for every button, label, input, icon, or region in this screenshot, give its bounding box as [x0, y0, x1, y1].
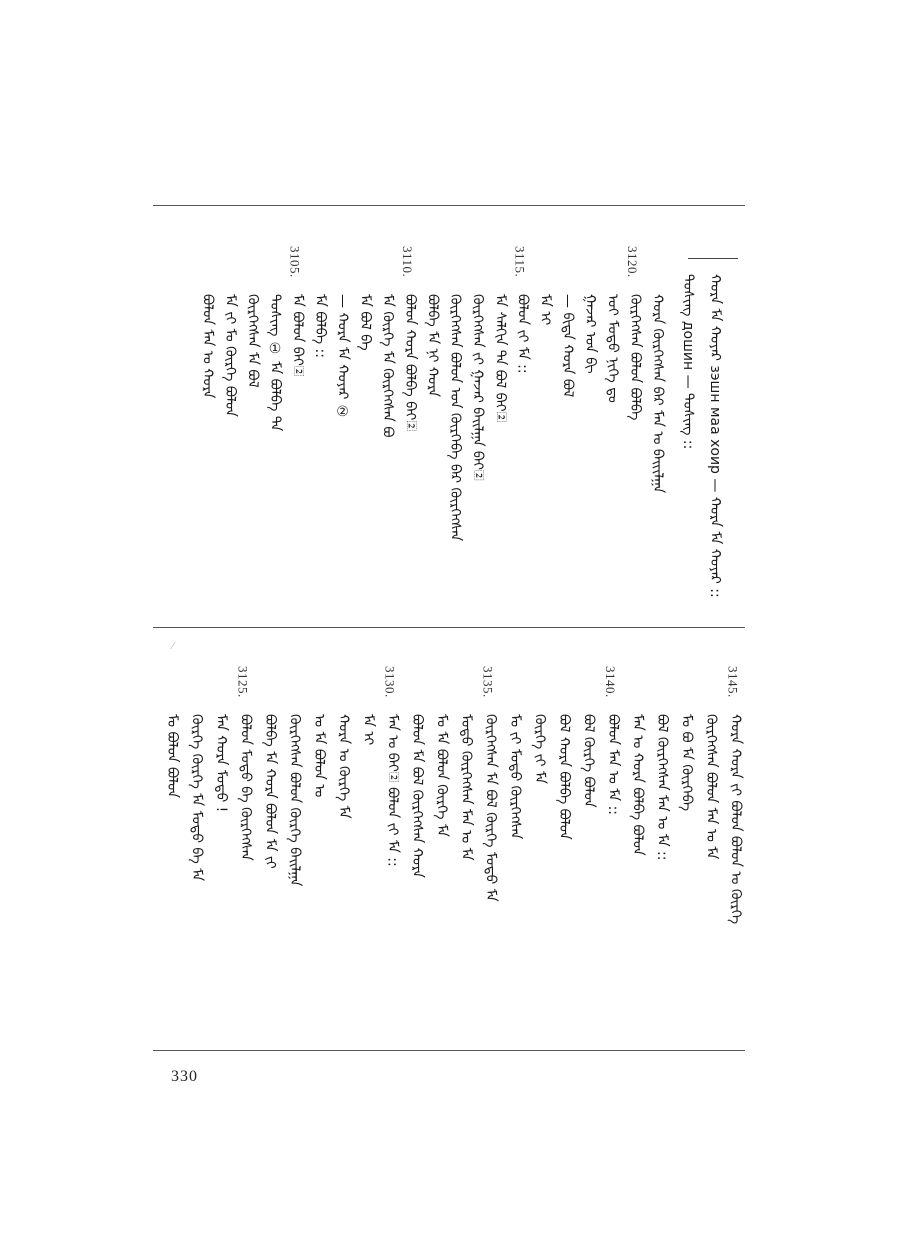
verse-line [195, 246, 218, 606]
verse-line [453, 666, 478, 1036]
verse-line [600, 246, 623, 606]
verse-text: ᠮᠠ ᠢ [360, 714, 376, 746]
verse-text: ᠤ ᠮᠠ ᠪᠣᠯᠣᠨ ᠤ [311, 714, 327, 798]
verse-line [649, 666, 674, 1036]
line-number: 3125. [235, 666, 251, 698]
footnote-item [702, 274, 729, 598]
verse-text: ᠮᠠ ᠬᠦᠷᠬᠡ ᠮᠠ ᠬᠦᠷᠬᠡᠭᠰᠡᠨ ᠪᠣ [379, 294, 396, 438]
verse-line [577, 246, 600, 606]
verse-text: — ᠬᠤᠷᠠ ᠮᠠ ᠬᠣᠶᠠᠷ ② [334, 294, 351, 420]
verse-text: ᠪᠣᠯᠪᠠ ᠮᠠ ᠨᠢ ᠬᠤᠷᠠ [424, 294, 441, 397]
verse-line [551, 666, 576, 1036]
verse-text: ᠮᠣ ᠵᠢ ᠮᠣᠳᠣ ᠬᠦᠷᠬᠡᠭᠰᠡᠨ [507, 714, 523, 840]
verse-text: ᠮᠠᠨ ᠤ ᠬᠤᠷᠠ ᠪᠣᠯᠪᠠ ᠪᠣᠯᠣᠨ [629, 714, 646, 856]
footnote-separator [688, 258, 738, 259]
verse-line [645, 246, 668, 606]
verse-text: ᠬᠦᠷᠬᠡᠭᠰᠡᠨ ᠪᠣᠯᠣᠨ ᠤᠨ ᠬᠦᠷᠬᠡᠪᠡ ᠪᠡᠷ ᠬᠦᠷᠬᠡᠭᠰᠡᠨ [447, 294, 463, 542]
verse-text: ᠮᠣ ᠮᠠ ᠪᠣᠯᠣᠨ ᠬᠦᠷᠬᠡ ᠮᠠ [433, 714, 450, 837]
footnote-item [675, 274, 702, 594]
line-number: 3120. [625, 246, 640, 278]
line-number: 3135. [480, 666, 496, 698]
verse-line [233, 666, 258, 1036]
line-number: 3140. [603, 666, 618, 698]
verse-text: ᠮᠠ ᠪᠣᠯᠪᠠ :: [312, 294, 328, 358]
verse-text: ᠪᠣᠯᠪᠠ ᠮᠠ ᠬᠤᠷᠠ ᠪᠣᠯᠣᠨ ᠮᠠ ᠵᠢ [262, 714, 278, 869]
footnote-1-text: ᠳᠣᠰᠢᠩ дошин — ᠳᠣᠰᠢᠩ :: [680, 274, 696, 450]
verse-text: ᠬᠦᠷᠬᠡᠭᠰᠡᠨ ᠮᠠ ᠪᠣᠯ [244, 294, 261, 388]
verse-line [352, 246, 375, 606]
verse-text: ᠬᠤᠷᠠ ᠬᠦᠷᠬᠡᠭᠰᠡᠨ ᠪᠡᠷ ᠮᠠᠨ ᠤ ᠪᠠᠢᠢᠯᠭᠠ [649, 294, 666, 494]
verse-text: ᠬᠦᠷᠬᠡ ᠵᠢ ᠮᠠ [531, 714, 548, 784]
verse-text: — ᠪᠢᠳᠡ ᠬᠤᠷᠠ ᠪᠣᠯ [559, 294, 576, 398]
verse-line [285, 246, 308, 606]
line-number: 3145. [725, 666, 741, 698]
verse-line [404, 666, 429, 1036]
verse-line [307, 246, 330, 606]
verse-line [397, 246, 420, 606]
verse-text: ᠪᠣᠯᠣᠨ ᠮᠠᠨ ᠤ ᠮᠠ :: [605, 714, 621, 816]
verse-line [555, 246, 578, 606]
line-number: 3130. [382, 666, 398, 698]
verse-line [330, 246, 353, 606]
verse-text: ᠪᠣᠯᠣᠨ ᠮᠠᠨ ᠤ ᠬᠤᠷᠠ [199, 294, 216, 399]
verse-line [217, 246, 240, 606]
verse-line [510, 246, 533, 606]
verse-line [622, 246, 645, 606]
verse-text: ᠮᠠ ᠵᠢ ᠮᠣ ᠬᠦᠷᠬᠡ ᠪᠣᠯᠣᠨ [222, 294, 238, 417]
line-number: 3105. [287, 246, 303, 278]
lower-verse-block [147, 666, 747, 1036]
footnotes [669, 274, 729, 598]
verse-text: ᠮᠠᠨ ᠬᠤᠷᠠ ᠮᠣᠳᠣ ! [213, 714, 229, 813]
verse-text: ᠪᠣᠯᠣᠨ ᠵᠢ ᠮᠠ :: [514, 294, 531, 374]
verse-line [420, 246, 443, 606]
verse-line [442, 246, 465, 606]
bottom-rule [153, 1050, 745, 1051]
verse-text: ᠮᠠ ᠪᠣᠯ ᠪᠠ [357, 294, 373, 351]
verse-text: ᠪᠣᠯᠣᠨ ᠮᠣᠳᠣ ᠪᠠ ᠬᠦᠷᠬᠡᠭᠰᠡᠨ [237, 714, 254, 861]
verse-text: ᠬᠦᠷᠬᠡᠭᠰᠡᠨ ᠪᠣᠯᠣᠨ ᠪᠣᠯᠪᠠ [627, 294, 643, 421]
verse-line [674, 666, 699, 1036]
verse-line [331, 666, 356, 1036]
verse-text: ᠭᠠᠵᠠᠷ ᠤᠨ ᠪᠢ [582, 294, 598, 374]
verse-text: ᠬᠤᠷᠠ ᠬᠤᠷᠠ ᠵᠢ ᠪᠣᠯᠣᠨ ᠪᠣᠯᠣᠨ ᠣ ᠬᠦᠷᠬᠡ [727, 714, 744, 925]
verse-text: ᠮᠣᠳᠣ ᠬᠦᠷᠬᠡᠭᠰᠡᠨ ᠮᠠᠨ ᠤ ᠮᠠ [458, 714, 474, 861]
verse-text: ᠮᠣ ᠪᠣ ᠮᠠ ᠬᠦᠷᠬᠡᠪᠡ [678, 714, 695, 812]
verse-line [723, 666, 748, 1036]
verse-line [527, 666, 552, 1036]
page-number: 330 [171, 1068, 198, 1085]
verse-line [355, 666, 380, 1036]
verse-text: ᠮᠣ ᠪᠣᠯᠣᠨ ᠪᠣᠯᠣᠨ [164, 714, 180, 799]
verse-line [429, 666, 454, 1036]
verse-text: ᠳᠣᠰᠢᠩ ① ᠮᠠ ᠪᠣᠯᠪᠠ ᠲᠠ [267, 294, 283, 432]
verse-line [306, 666, 331, 1036]
middle-rule [153, 627, 745, 628]
line-number: 3110. [400, 246, 415, 278]
verse-line [240, 246, 263, 606]
verse-text: ᠪᠣᠯ ᠬᠦᠷᠬᠡᠭᠰᠡᠨ ᠮᠠᠨ ᠤ ᠮᠠ :: [654, 714, 670, 861]
verse-line [532, 246, 555, 606]
verse-line [375, 246, 398, 606]
verse-line [487, 246, 510, 606]
verse-text: ᠮᠠ ᠪᠣᠯᠣᠨ ᠪᠠᠢ᠌ [289, 294, 306, 377]
verse-text: ᠪᠣᠯᠣᠨ ᠬᠤᠷᠠ ᠪᠣᠯᠪᠠ ᠪᠠᠢ᠌ [402, 294, 418, 432]
verse-line [208, 666, 233, 1036]
top-rule [153, 205, 745, 206]
verse-line [159, 666, 184, 1036]
verse-text: ᠮᠠ ᠢ [537, 294, 553, 326]
verse-line [600, 666, 625, 1036]
verse-text: ᠬᠦᠷᠬᠡ ᠬᠦᠷᠬᠡ ᠮᠠ ᠮᠣᠳᠣ ᠪᠠ ᠮᠠ [188, 714, 205, 882]
verse-text: ᠮᠠᠨ ᠤ ᠪᠠᠢ᠌ ᠪᠣᠯᠣᠨ ᠵᠢ ᠮᠠ :: [384, 714, 401, 867]
stray-mark: ⁄ [172, 641, 174, 652]
verse-text: ᠬᠦᠷᠬᠡᠭᠰᠡᠨ ᠪᠣᠯᠣᠨ ᠬᠦᠷᠬᠡ ᠪᠠᠢᠯᠭᠠ [286, 714, 303, 887]
verse-text: ᠪᠣᠯ ᠬᠦᠷᠬᠡ ᠪᠣᠯᠣᠨ [580, 714, 597, 808]
verse-text: ᠮᠠ ᠰᠠᠯᠬᠢᠨ ᠲᠠ ᠪᠣᠯ ᠪᠠᠢ᠌ [492, 294, 508, 423]
verse-line [380, 666, 405, 1036]
verse-line [698, 666, 723, 1036]
verse-text: ᠪᠣᠯᠣᠨ ᠮᠠ ᠪᠣᠯ ᠬᠦᠷᠬᠡᠭᠰᠡᠨ ᠬᠤᠷᠠ [409, 714, 425, 878]
verse-line [282, 666, 307, 1036]
footnote-2-text: ᠬᠤᠷᠠ ᠮᠠ ᠬᠣᠶᠠᠷ зэшн маа хоир — ᠬᠤᠷᠠ ᠮᠠ ᠬᠣᠶᠠᠷ :: [707, 274, 723, 598]
verse-line [502, 666, 527, 1036]
verse-line [184, 666, 209, 1036]
verse-line [625, 666, 650, 1036]
verse-text: ᠬᠤᠷᠠ ᠣ ᠬᠦᠷᠬᠡ ᠮᠠ [335, 714, 352, 819]
verse-text: ᠬᠦᠷᠬᠡᠭᠰᠡᠨ ᠮᠠ ᠪᠣᠯ ᠬᠦᠷᠬᠡ ᠮᠣᠳᠣ ᠮᠠ [482, 714, 499, 902]
verse-line [257, 666, 282, 1036]
verse-text: ᠣᠢ ᠮᠣᠳᠣ ᠨᠢᠭᠡ ᠳᠤ [604, 294, 621, 403]
verse-line [465, 246, 488, 606]
upper-verse-block [187, 246, 667, 606]
verse-line [478, 666, 503, 1036]
verse-line [262, 246, 285, 606]
verse-line [576, 666, 601, 1036]
verse-text: ᠪᠣᠯ ᠬᠤᠷᠠ ᠪᠣᠯᠪᠠ ᠪᠣᠯᠣᠨ [556, 714, 572, 840]
line-number: 3115. [512, 246, 528, 278]
verse-text: ᠬᠦᠷᠬᠡᠭᠰᠡᠨ ᠪᠣᠯᠣᠨ ᠮᠠᠨ ᠤ ᠮᠠ [703, 714, 719, 860]
verse-text: ᠬᠦᠷᠬᠡᠭᠰᠡᠨ ᠵᠢ ᠭᠠᠵᠠᠷ ᠪᠠᠢᠯᠭᠠ ᠪᠠᠢ᠌ [469, 294, 486, 481]
